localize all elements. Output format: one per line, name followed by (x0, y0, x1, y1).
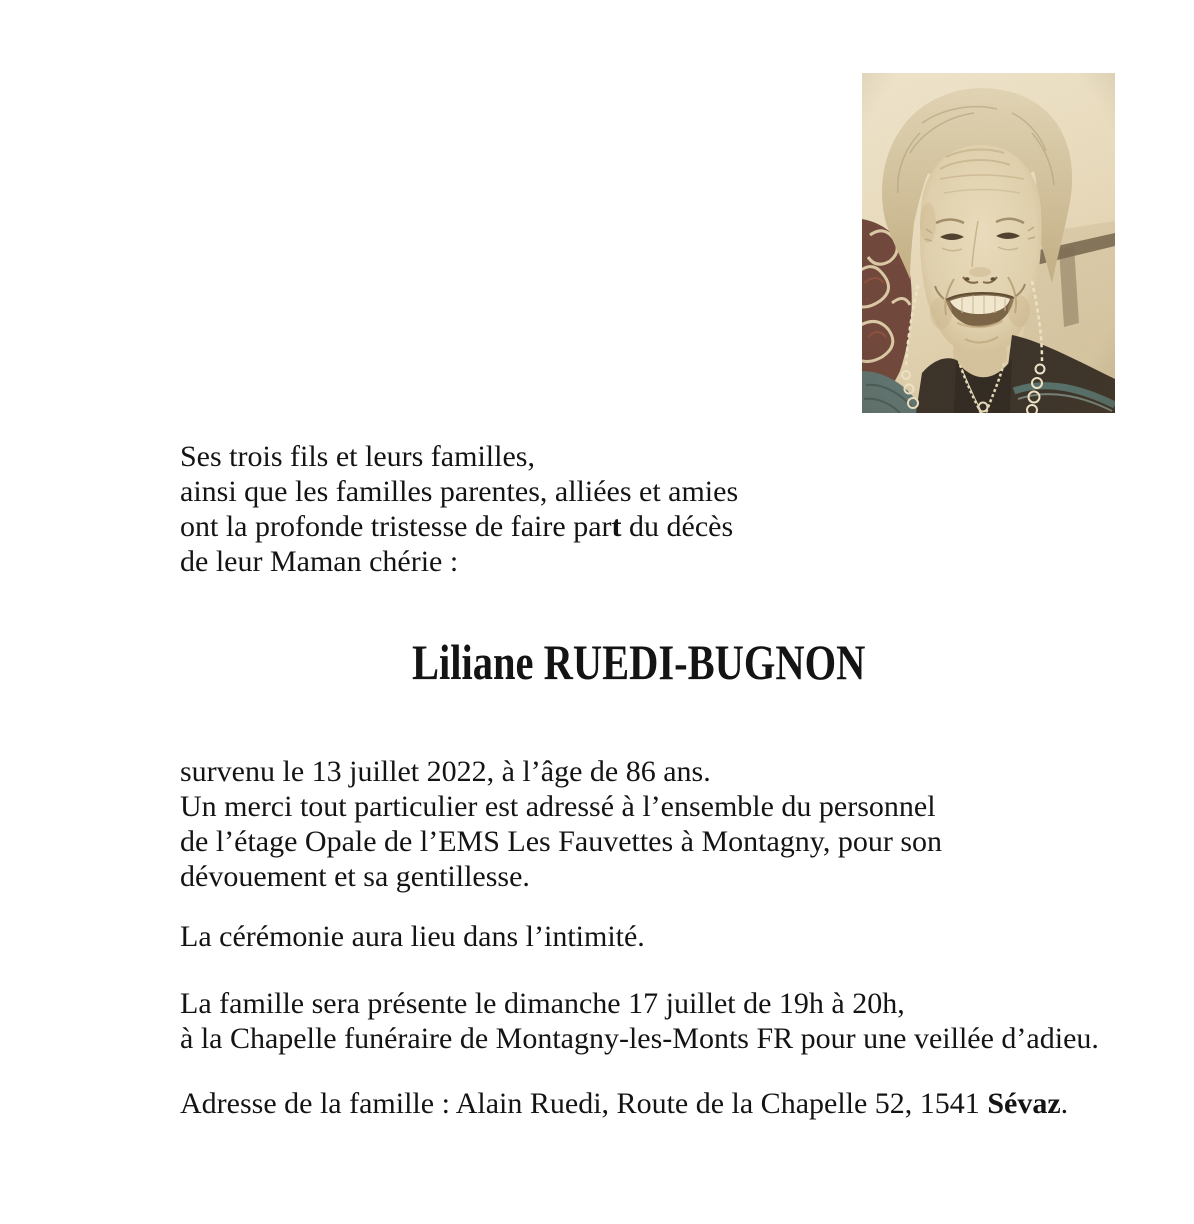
ceremony-line: La cérémonie aura lieu dans l’intimité. (180, 920, 645, 953)
details-line-4: dévouement et sa gentillesse. (180, 860, 530, 893)
vigil-line-1: La famille sera présente le dimanche 17 juillet de 19h à 20h, (180, 987, 905, 1020)
address-prefix: Adresse de la famille : Alain Ruedi, Route de la Chapelle 52, 1541 (180, 1087, 988, 1120)
intro-line-2: ainsi que les familles parentes, alliées et amies (180, 475, 739, 508)
address-bold: Sévaz (987, 1087, 1061, 1120)
deceased-name: Liliane RUEDI-BUGNON (412, 634, 866, 690)
intro-line-1: Ses trois fils et leurs familles, (180, 440, 535, 473)
portrait-illustration (862, 73, 1115, 413)
intro-line-4: de leur Maman chérie : (180, 545, 459, 578)
details-line-2: Un merci tout particulier est adressé à l’ensemble du personnel (180, 790, 936, 823)
intro-line-3-prefix: ont la profonde tristesse de faire par (180, 510, 612, 543)
intro-line-3 (180, 509, 738, 544)
vigil-line-2: à la Chapelle funéraire de Montagny-les-Monts FR pour une veillée d’adieu. (180, 1022, 1099, 1055)
ceremony-paragraph (180, 919, 645, 954)
vigil-paragraph (180, 986, 1099, 1056)
intro-line-3-suffix: du décès (621, 510, 734, 543)
details-paragraph (180, 754, 942, 894)
portrait-photo (862, 73, 1115, 413)
intro-line-3-bold: t (611, 510, 622, 543)
family-address (180, 1086, 1068, 1121)
intro-paragraph (180, 439, 738, 579)
address-suffix: . (1060, 1087, 1069, 1120)
details-line-1: survenu le 13 juillet 2022, à l’âge de 86 ans. (180, 755, 711, 788)
details-line-3: de l’étage Opale de l’EMS Les Fauvettes à Montagny, pour son (180, 825, 943, 858)
